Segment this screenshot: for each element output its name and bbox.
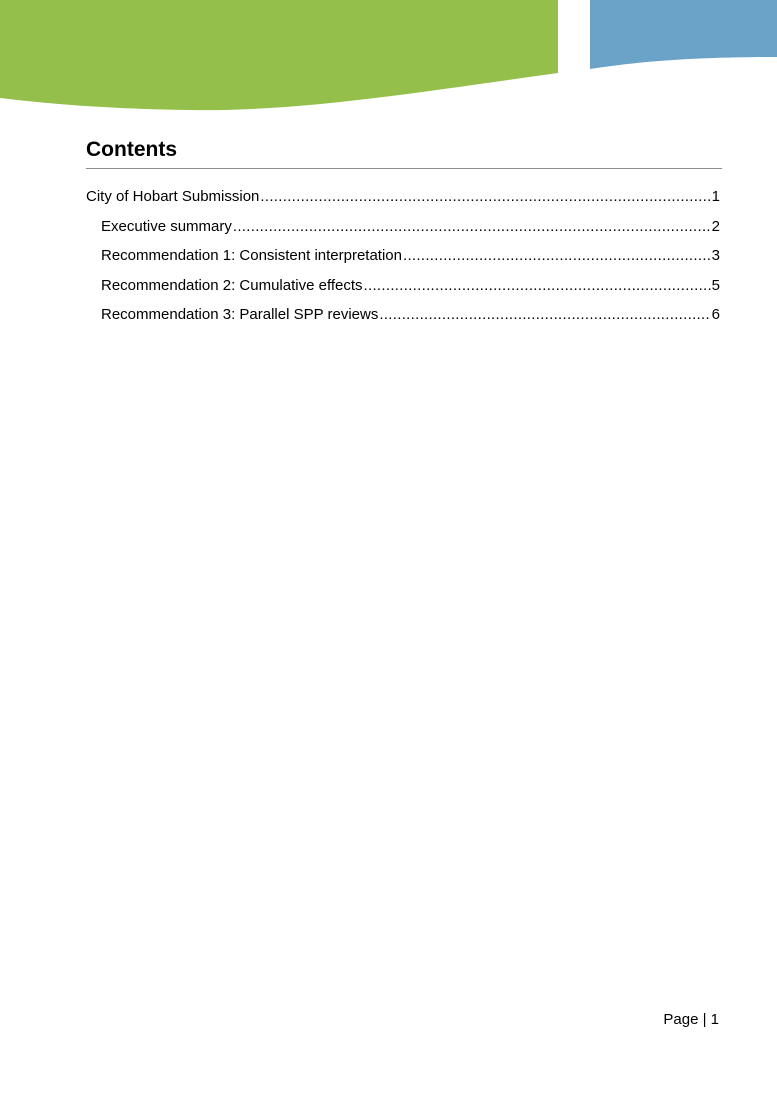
toc-entry-page: 1 — [711, 188, 720, 205]
toc-entry-label: Recommendation 3: Parallel SPP reviews — [101, 306, 379, 323]
toc-entry-label: Recommendation 1: Consistent interpretation — [101, 247, 402, 264]
dot-leader — [403, 241, 711, 271]
toc-entry-recommendation-3[interactable] — [86, 300, 722, 330]
toc-entry-page: 6 — [711, 306, 720, 323]
dot-leader — [260, 182, 710, 212]
toc-entry-page: 3 — [711, 247, 720, 264]
dot-leader — [379, 300, 710, 330]
toc-entry-label: Recommendation 2: Cumulative effects — [101, 276, 363, 294]
toc-entry-recommendation-2[interactable] — [86, 271, 722, 301]
toc-title: Contents — [86, 136, 722, 169]
page-number-footer: Page | 1 — [663, 1011, 719, 1028]
blue-wave-shape — [590, 0, 777, 69]
toc-entry-page: 5 — [711, 276, 720, 294]
toc-entry-page: 2 — [711, 217, 720, 235]
dot-leader — [364, 271, 711, 301]
toc-entry-executive-summary[interactable] — [86, 212, 722, 242]
toc-entry-city-of-hobart-submission[interactable] — [86, 182, 722, 212]
table-of-contents — [86, 136, 722, 330]
toc-entry-label: Executive summary — [101, 217, 232, 235]
toc-list — [86, 182, 722, 330]
toc-entry-label: City of Hobart Submission — [86, 188, 260, 205]
header-banner — [0, 0, 777, 120]
toc-entry-recommendation-1[interactable] — [86, 241, 722, 271]
green-wave-shape — [0, 0, 558, 110]
dot-leader — [233, 212, 711, 242]
